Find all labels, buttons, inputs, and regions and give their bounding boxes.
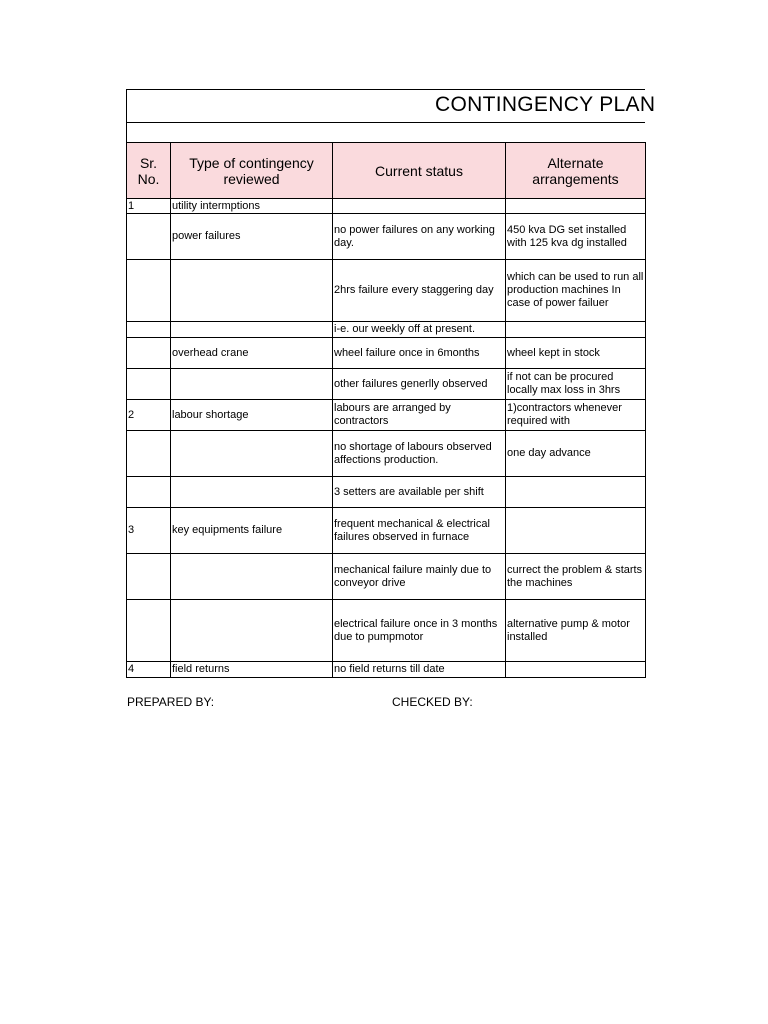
cell-status	[333, 199, 506, 214]
cell-alt: currect the problem & starts the machines	[506, 554, 646, 600]
cell-type: labour shortage	[171, 400, 333, 431]
cell-status: other failures generlly observed	[333, 369, 506, 400]
document-title: CONTINGENCY PLAN	[435, 93, 656, 116]
cell-type: key equipments failure	[171, 508, 333, 554]
checked-by-label: CHECKED BY:	[392, 695, 473, 709]
contingency-table	[126, 142, 646, 678]
cell-sr: 2	[127, 400, 171, 431]
cell-sr	[127, 477, 171, 508]
cell-type	[171, 431, 333, 477]
cell-type: overhead crane	[171, 338, 333, 369]
table-row	[127, 338, 646, 369]
cell-sr	[127, 554, 171, 600]
cell-sr	[127, 214, 171, 260]
cell-status: labours are arranged by contractors	[333, 400, 506, 431]
cell-status: no shortage of labours observed affections production.	[333, 431, 506, 477]
spacer-row	[126, 123, 645, 142]
header-sr-no: Sr. No.	[127, 143, 171, 199]
table-row	[127, 662, 646, 678]
cell-alt: wheel kept in stock	[506, 338, 646, 369]
prepared-by-label: PREPARED BY:	[127, 695, 215, 709]
table-row	[127, 477, 646, 508]
cell-status: i-e. our weekly off at present.	[333, 322, 506, 338]
table-row	[127, 322, 646, 338]
table-row	[127, 554, 646, 600]
cell-sr: 4	[127, 662, 171, 678]
table-row	[127, 260, 646, 322]
cell-type	[171, 369, 333, 400]
cell-alt: which can be used to run all production machines In case of power failuer	[506, 260, 646, 322]
header-row	[127, 143, 646, 199]
cell-sr	[127, 322, 171, 338]
cell-alt	[506, 322, 646, 338]
table-row	[127, 214, 646, 260]
cell-status: mechanical failure mainly due to conveyor drive	[333, 554, 506, 600]
cell-sr: 1	[127, 199, 171, 214]
table-row	[127, 400, 646, 431]
cell-sr	[127, 260, 171, 322]
cell-alt	[506, 662, 646, 678]
table-row	[127, 199, 646, 214]
cell-status: electrical failure once in 3 months due to pumpmotor	[333, 600, 506, 662]
cell-alt: 450 kva DG set installed with 125 kva dg installed	[506, 214, 646, 260]
cell-status: 2hrs failure every staggering day	[333, 260, 506, 322]
cell-status: 3 setters are available per shift	[333, 477, 506, 508]
cell-type	[171, 260, 333, 322]
cell-type	[171, 322, 333, 338]
table-row	[127, 508, 646, 554]
cell-type: power failures	[171, 214, 333, 260]
cell-type: utility intermptions	[171, 199, 333, 214]
cell-alt: 1)contractors whenever required with	[506, 400, 646, 431]
cell-type	[171, 600, 333, 662]
cell-sr	[127, 369, 171, 400]
cell-status: wheel failure once in 6months	[333, 338, 506, 369]
cell-status: no power failures on any working day.	[333, 214, 506, 260]
cell-type	[171, 477, 333, 508]
table-row	[127, 369, 646, 400]
header-status: Current status	[333, 143, 506, 199]
cell-alt: if not can be procured locally max loss in 3hrs	[506, 369, 646, 400]
table-row	[127, 431, 646, 477]
cell-alt	[506, 199, 646, 214]
cell-sr: 3	[127, 508, 171, 554]
table-row	[127, 600, 646, 662]
header-alternate: Alternate arrangements	[506, 143, 646, 199]
cell-alt: alternative pump & motor installed	[506, 600, 646, 662]
cell-type: field returns	[171, 662, 333, 678]
cell-status: frequent mechanical & electrical failures observed in furnace	[333, 508, 506, 554]
cell-type	[171, 554, 333, 600]
cell-sr	[127, 338, 171, 369]
cell-status: no field returns till date	[333, 662, 506, 678]
cell-sr	[127, 431, 171, 477]
header-type: Type of contingency reviewed	[171, 143, 333, 199]
cell-alt	[506, 477, 646, 508]
cell-sr	[127, 600, 171, 662]
cell-alt: one day advance	[506, 431, 646, 477]
cell-alt	[506, 508, 646, 554]
